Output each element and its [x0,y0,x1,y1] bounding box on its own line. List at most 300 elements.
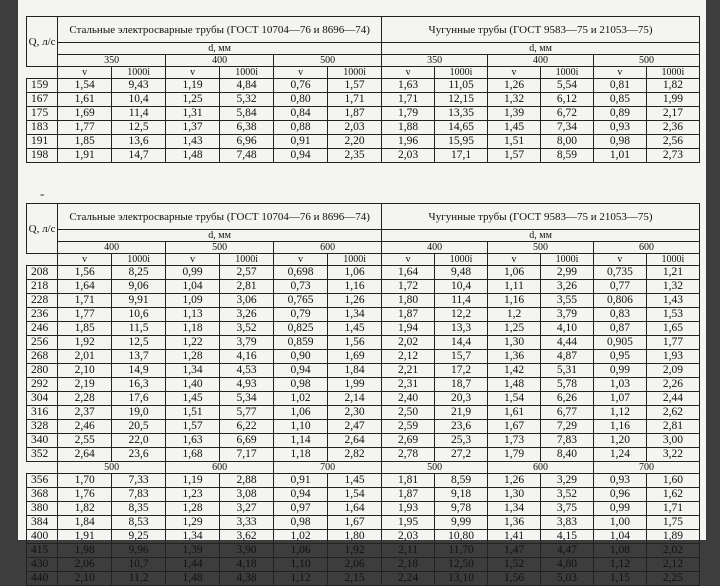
velocity-cell: 1,06 [488,266,541,280]
velocity-cell: 1,64 [58,280,112,294]
head-loss-cell: 6,38 [220,121,274,135]
diameter-value: 400 [58,242,166,254]
q-header: Q, л/с [27,204,58,254]
velocity-cell: 1,30 [488,336,541,350]
velocity-cell: 0,96 [593,488,646,502]
velocity-cell: 1,12 [274,572,328,586]
head-loss-cell: 2,06 [328,558,382,572]
diameter-value: 600 [488,462,594,474]
head-loss-cell: 1,56 [328,336,382,350]
diameter-value: 350 [58,55,166,67]
head-loss-cell: 1,16 [328,280,382,294]
head-loss-cell: 3,06 [220,294,274,308]
head-loss-cell: 2,09 [646,364,699,378]
head-loss-cell: 9,43 [112,79,166,93]
head-loss-cell: 3,00 [646,434,699,448]
head-loss-cell: 10,6 [112,308,166,322]
diameter-value: 500 [166,242,274,254]
head-loss-cell: 10,80 [435,530,488,544]
head-loss-cell: 2,88 [220,474,274,488]
velocity-cell: 1,12 [593,406,646,420]
flow-rate-cell: 246 [27,322,58,336]
velocity-cell: 1,71 [382,93,435,107]
velocity-cell: 2,11 [382,544,435,558]
flow-rate-cell: 328 [27,420,58,434]
velocity-col-label: v [58,254,112,266]
head-loss-cell: 8,00 [540,135,593,149]
head-loss-cell: 1,84 [328,364,382,378]
head-loss-cell: 13,35 [435,107,488,121]
head-loss-cell: 1,45 [328,474,382,488]
flow-rate-cell: 440 [27,572,58,586]
head-loss-cell: 12,15 [435,93,488,107]
flow-rate-cell: 228 [27,294,58,308]
velocity-cell: 1,54 [488,392,541,406]
velocity-cell: 0,698 [274,266,328,280]
head-loss-cell: 2,81 [220,280,274,294]
velocity-cell: 1,61 [58,93,112,107]
diameter-value: 350 [382,55,488,67]
head-loss-cell: 8,35 [112,502,166,516]
velocity-cell: 1,22 [166,336,220,350]
head-loss-cell: 11,5 [112,322,166,336]
velocity-cell: 2,50 [382,406,435,420]
velocity-cell: 1,61 [488,406,541,420]
velocity-cell: 0,98 [274,516,328,530]
page-marker: - [40,186,45,201]
flow-rate-cell: 430 [27,558,58,572]
head-loss-cell: 4,15 [540,530,593,544]
head-loss-cell: 4,38 [220,572,274,586]
velocity-cell: 0,80 [274,93,328,107]
velocity-cell: 0,99 [166,266,220,280]
velocity-cell: 1,37 [166,121,220,135]
velocity-cell: 1,42 [488,364,541,378]
velocity-cell: 1,71 [58,294,112,308]
velocity-cell: 1,19 [166,79,220,93]
head-loss-cell: 2,81 [646,420,699,434]
head-loss-cell: 2,64 [328,434,382,448]
velocity-cell: 1,10 [274,420,328,434]
head-loss-cell: 22,0 [112,434,166,448]
head-loss-cell: 6,72 [540,107,593,121]
head-loss-col-label: 1000i [540,254,593,266]
velocity-cell: 0,94 [274,488,328,502]
head-loss-cell: 7,29 [540,420,593,434]
flow-rate-cell: 167 [27,93,58,107]
flow-rate-cell: 380 [27,502,58,516]
velocity-cell: 1,56 [488,572,541,586]
table-row [27,336,700,350]
velocity-cell: 1,80 [382,294,435,308]
head-loss-cell: 8,25 [112,266,166,280]
velocity-cell: 1,04 [593,530,646,544]
velocity-col-label: v [382,67,435,79]
table-row [27,530,700,544]
table-row [27,406,700,420]
table-row [27,322,700,336]
head-loss-cell: 2,82 [328,448,382,462]
head-loss-cell: 13,3 [435,322,488,336]
head-loss-cell: 2,25 [646,572,699,586]
diameter-label: d, мм [58,43,382,55]
head-loss-cell: 8,53 [112,516,166,530]
velocity-cell: 1,77 [58,308,112,322]
velocity-cell: 0,76 [274,79,328,93]
velocity-cell: 1,25 [488,322,541,336]
table-row [27,121,700,135]
velocity-col-label: v [593,67,646,79]
velocity-cell: 1,79 [382,107,435,121]
velocity-cell: 1,28 [166,502,220,516]
velocity-cell: 2,37 [58,406,112,420]
head-loss-cell: 1,32 [646,280,699,294]
diameter-value: 600 [274,242,382,254]
flow-rate-cell: 208 [27,266,58,280]
head-loss-col-label: 1000i [435,254,488,266]
head-loss-cell: 14,9 [112,364,166,378]
cast-iron-pipes-title: Чугунные трубы (ГОСТ 9583—75 и 21053—75) [382,17,700,43]
head-loss-cell: 2,26 [646,378,699,392]
velocity-cell: 1,15 [593,572,646,586]
lower-table-body-continued [27,474,700,586]
velocity-cell: 1,03 [593,378,646,392]
head-loss-cell: 13,10 [435,572,488,586]
velocity-cell: 2,02 [382,336,435,350]
velocity-col-label: v [593,254,646,266]
diameter-value: 600 [593,242,699,254]
head-loss-cell: 3,90 [220,544,274,558]
table-row [27,266,700,280]
head-loss-cell: 1,21 [646,266,699,280]
velocity-cell: 2,03 [382,530,435,544]
velocity-cell: 0,88 [274,121,328,135]
velocity-cell: 0,93 [593,474,646,488]
velocity-cell: 1,29 [166,516,220,530]
velocity-cell: 2,40 [382,392,435,406]
velocity-cell: 1,31 [166,107,220,121]
head-loss-cell: 11,70 [435,544,488,558]
velocity-cell: 1,48 [166,149,220,163]
head-loss-cell: 17,6 [112,392,166,406]
head-loss-cell: 7,83 [540,434,593,448]
velocity-cell: 1,19 [166,474,220,488]
head-loss-col-label: 1000i [328,67,382,79]
head-loss-cell: 3,79 [220,336,274,350]
head-loss-cell: 6,12 [540,93,593,107]
velocity-cell: 0,91 [274,474,328,488]
velocity-cell: 1,12 [593,558,646,572]
velocity-cell: 2,31 [382,378,435,392]
velocity-cell: 1,02 [274,530,328,544]
head-loss-cell: 1,75 [646,516,699,530]
velocity-cell: 1,85 [58,322,112,336]
velocity-cell: 1,04 [166,280,220,294]
head-loss-cell: 5,84 [220,107,274,121]
flow-rate-cell: 256 [27,336,58,350]
velocity-cell: 1,63 [382,79,435,93]
head-loss-cell: 4,44 [540,336,593,350]
table-row [27,93,700,107]
head-loss-cell: 1,45 [328,322,382,336]
velocity-cell: 1,93 [382,502,435,516]
velocity-cell: 1,28 [166,350,220,364]
head-loss-cell: 1,99 [328,378,382,392]
velocity-cell: 1,14 [274,434,328,448]
velocity-cell: 1,02 [274,392,328,406]
flow-rate-cell: 304 [27,392,58,406]
flow-rate-cell: 356 [27,474,58,488]
head-loss-cell: 1,53 [646,308,699,322]
velocity-cell: 1,34 [166,364,220,378]
velocity-cell: 0,81 [593,79,646,93]
table-row [27,488,700,502]
head-loss-cell: 2,17 [646,107,699,121]
table-row [27,434,700,448]
diameter-value: 500 [58,462,166,474]
head-loss-cell: 6,26 [540,392,593,406]
head-loss-cell: 2,99 [540,266,593,280]
velocity-cell: 1,16 [593,420,646,434]
head-loss-cell: 6,69 [220,434,274,448]
velocity-cell: 1,16 [488,294,541,308]
diameter-value: 500 [274,55,382,67]
head-loss-cell: 10,4 [112,93,166,107]
head-loss-col-label: 1000i [328,254,382,266]
velocity-cell: 0,84 [274,107,328,121]
velocity-cell: 0,99 [593,364,646,378]
velocity-col-label: v [274,254,328,266]
head-loss-cell: 3,33 [220,516,274,530]
velocity-cell: 1,26 [488,474,541,488]
velocity-cell: 1,57 [488,149,541,163]
head-loss-cell: 6,77 [540,406,593,420]
table-row [27,280,700,294]
head-loss-cell: 4,18 [220,558,274,572]
head-loss-cell: 7,48 [220,149,274,163]
velocity-cell: 1,81 [382,474,435,488]
flow-rate-cell: 236 [27,308,58,322]
table-row [27,474,700,488]
flow-rate-cell: 316 [27,406,58,420]
velocity-cell: 2,55 [58,434,112,448]
head-loss-cell: 5,54 [540,79,593,93]
head-loss-cell: 20,3 [435,392,488,406]
head-loss-cell: 2,14 [328,392,382,406]
velocity-cell: 1,68 [166,448,220,462]
velocity-cell: 1,18 [166,322,220,336]
velocity-cell: 1,06 [274,544,328,558]
flow-rate-cell: 292 [27,378,58,392]
velocity-cell: 1,36 [488,516,541,530]
head-loss-cell: 4,53 [220,364,274,378]
velocity-cell: 1,39 [488,107,541,121]
velocity-cell: 1,44 [166,558,220,572]
velocity-cell: 1,09 [166,294,220,308]
flow-rate-cell: 340 [27,434,58,448]
head-loss-col-label: 1000i [646,254,699,266]
head-loss-cell: 4,87 [540,350,593,364]
velocity-cell: 1,23 [166,488,220,502]
diameter-value: 500 [382,462,488,474]
velocity-cell: 1,95 [382,516,435,530]
diameter-label: d, мм [382,43,700,55]
velocity-cell: 1,67 [488,420,541,434]
flow-rate-cell: 280 [27,364,58,378]
velocity-cell: 1,87 [382,488,435,502]
velocity-cell: 0,735 [593,266,646,280]
upper-table [26,16,700,163]
head-loss-cell: 5,32 [220,93,274,107]
velocity-cell: 1,25 [166,93,220,107]
velocity-cell: 1,87 [382,308,435,322]
head-loss-cell: 2,20 [328,135,382,149]
velocity-cell: 0,94 [274,149,328,163]
head-loss-cell: 19,0 [112,406,166,420]
velocity-cell: 1,45 [166,392,220,406]
velocity-cell: 2,18 [382,558,435,572]
velocity-cell: 1,69 [58,107,112,121]
velocity-cell: 2,06 [58,558,112,572]
head-loss-cell: 25,3 [435,434,488,448]
head-loss-cell: 3,08 [220,488,274,502]
velocity-cell: 0,806 [593,294,646,308]
head-loss-cell: 1,65 [646,322,699,336]
head-loss-cell: 2,15 [328,572,382,586]
table-row [27,502,700,516]
head-loss-cell: 11,05 [435,79,488,93]
head-loss-cell: 11,2 [112,572,166,586]
velocity-cell: 1,47 [488,544,541,558]
table-row [27,364,700,378]
head-loss-cell: 12,5 [112,121,166,135]
head-loss-cell: 20,5 [112,420,166,434]
velocity-cell: 1,51 [488,135,541,149]
velocity-cell: 1,63 [166,434,220,448]
velocity-cell: 1,18 [274,448,328,462]
steel-pipes-title: Стальные электросварные трубы (ГОСТ 10704—76 и 8696—74) [58,204,382,230]
flow-rate-cell: 400 [27,530,58,544]
head-loss-cell: 14,4 [435,336,488,350]
head-loss-cell: 27,2 [435,448,488,462]
velocity-cell: 2,19 [58,378,112,392]
head-loss-cell: 11,4 [112,107,166,121]
velocity-cell: 1,41 [488,530,541,544]
diameter-value: 700 [274,462,382,474]
table-row [27,558,700,572]
head-loss-cell: 2,56 [646,135,699,149]
head-loss-cell: 6,96 [220,135,274,149]
velocity-cell: 1,20 [593,434,646,448]
head-loss-cell: 4,10 [540,322,593,336]
table-row [27,107,700,121]
head-loss-cell: 1,62 [646,488,699,502]
diameter-value: 500 [593,55,699,67]
velocity-cell: 2,78 [382,448,435,462]
velocity-cell: 2,28 [58,392,112,406]
head-loss-cell: 3,22 [646,448,699,462]
head-loss-cell: 2,57 [220,266,274,280]
velocity-cell: 0,77 [593,280,646,294]
velocity-cell: 1,08 [593,544,646,558]
velocity-cell: 1,13 [166,308,220,322]
steel-pipes-title: Стальные электросварные трубы (ГОСТ 10704—76 и 8696—74) [58,17,382,43]
cast-iron-pipes-title: Чугунные трубы (ГОСТ 9583—75 и 21053—75) [382,204,700,230]
velocity-cell: 2,10 [58,572,112,586]
flow-rate-cell: 352 [27,448,58,462]
velocity-cell: 1,07 [593,392,646,406]
head-loss-cell: 10,7 [112,558,166,572]
head-loss-cell: 17,1 [435,149,488,163]
head-loss-cell: 2,47 [328,420,382,434]
velocity-cell: 0,73 [274,280,328,294]
velocity-cell: 1,32 [488,93,541,107]
velocity-cell: 1,91 [58,530,112,544]
velocity-cell: 1,96 [382,135,435,149]
head-loss-cell: 16,3 [112,378,166,392]
head-loss-cell: 1,60 [646,474,699,488]
head-loss-cell: 1,06 [328,266,382,280]
velocity-col-label: v [58,67,112,79]
flow-rate-cell: 175 [27,107,58,121]
head-loss-cell: 1,87 [328,107,382,121]
velocity-col-label: v [274,67,328,79]
head-loss-cell: 2,62 [646,406,699,420]
head-loss-cell: 2,12 [646,558,699,572]
velocity-cell: 1,40 [166,378,220,392]
table-row [27,572,700,586]
diameter-value: 700 [593,462,699,474]
lower-table-body [27,266,700,462]
table-row [27,392,700,406]
head-loss-cell: 9,78 [435,502,488,516]
head-loss-cell: 4,80 [540,558,593,572]
velocity-cell: 1,85 [58,135,112,149]
head-loss-cell: 3,55 [540,294,593,308]
head-loss-cell: 1,71 [646,502,699,516]
velocity-cell: 2,21 [382,364,435,378]
flow-rate-cell: 218 [27,280,58,294]
table-row [27,544,700,558]
head-loss-col-label: 1000i [435,67,488,79]
head-loss-cell: 1,92 [328,544,382,558]
head-loss-cell: 1,71 [328,93,382,107]
velocity-cell: 1,52 [488,558,541,572]
velocity-cell: 1,64 [382,266,435,280]
velocity-cell: 1,51 [166,406,220,420]
velocity-cell: 1,91 [58,149,112,163]
head-loss-cell: 9,96 [112,544,166,558]
head-loss-col-label: 1000i [646,67,699,79]
table-row [27,294,700,308]
velocity-cell: 1,88 [382,121,435,135]
velocity-cell: 2,46 [58,420,112,434]
velocity-cell: 0,97 [274,502,328,516]
velocity-cell: 2,24 [382,572,435,586]
velocity-cell: 1,98 [58,544,112,558]
velocity-cell: 1,79 [488,448,541,462]
table-row [27,308,700,322]
velocity-cell: 0,91 [274,135,328,149]
velocity-cell: 1,45 [488,121,541,135]
velocity-cell: 1,54 [58,79,112,93]
head-loss-cell: 3,29 [540,474,593,488]
head-loss-cell: 1,43 [646,294,699,308]
velocity-cell: 1,73 [488,434,541,448]
flow-rate-cell: 268 [27,350,58,364]
head-loss-cell: 2,30 [328,406,382,420]
table-row [27,149,700,163]
